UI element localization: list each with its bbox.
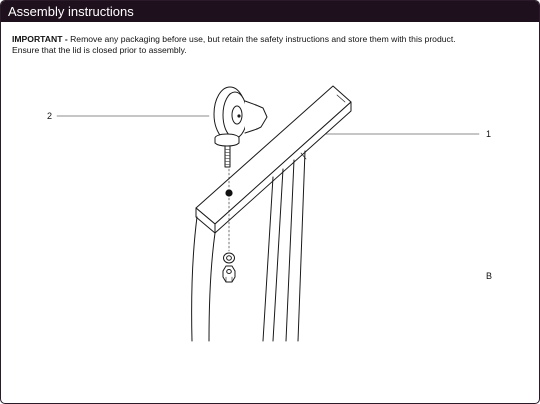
assembly-drawing	[1, 1, 539, 403]
notice-line-1: Remove any packaging before use, but retain the safety instructions and store them with this product.	[70, 34, 456, 44]
nut-icon	[223, 266, 235, 282]
callout-part-2: 2	[47, 111, 53, 121]
important-label: IMPORTANT -	[12, 34, 68, 44]
notice-line-2: Ensure that the lid is closed prior to assembly.	[12, 45, 187, 55]
mounting-hole	[225, 189, 232, 196]
step-label: B	[486, 271, 493, 281]
callout-part-1: 1	[486, 129, 492, 139]
page-title: Assembly instructions	[8, 4, 134, 19]
washer-icon	[224, 253, 235, 263]
